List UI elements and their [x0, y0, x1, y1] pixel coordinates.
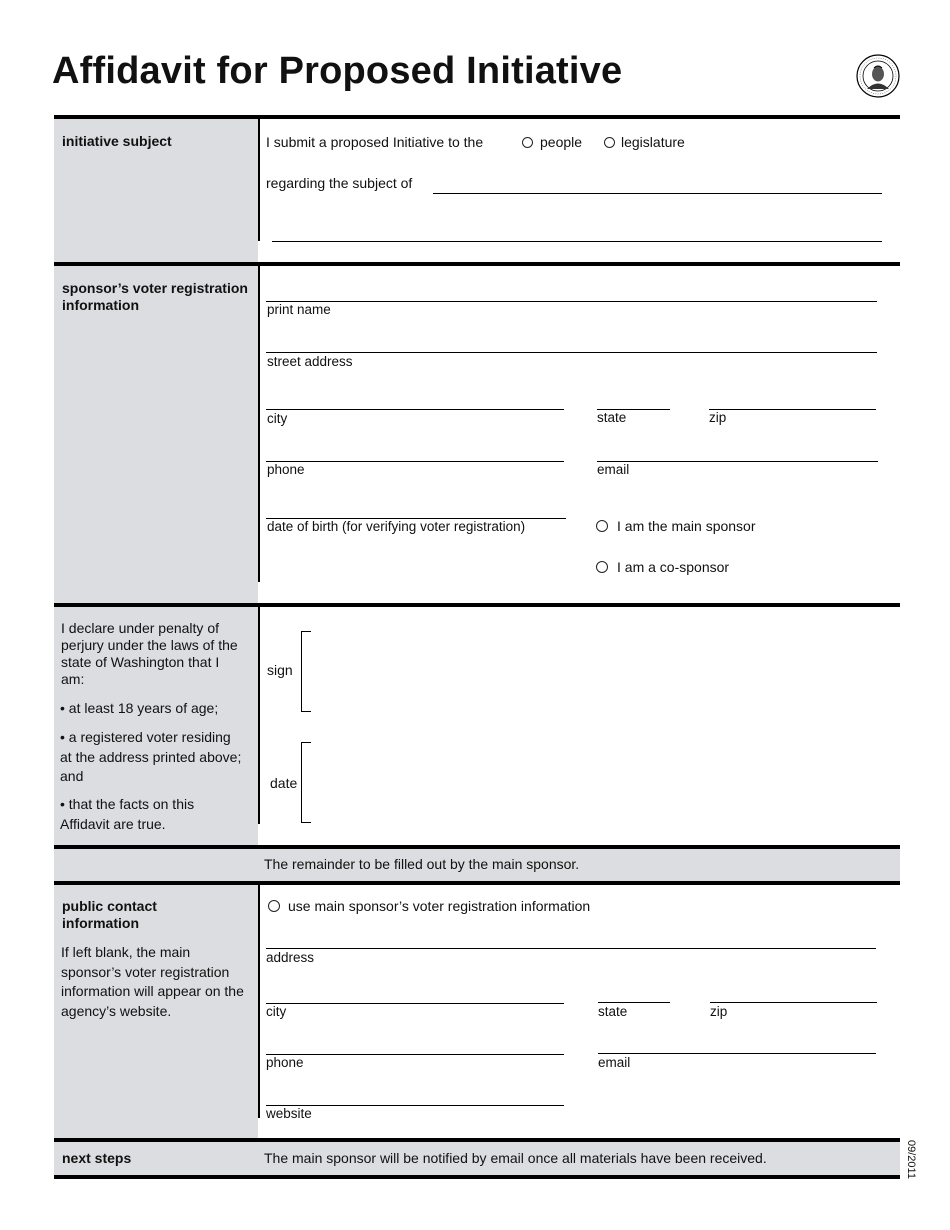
street-address-field[interactable]	[266, 352, 877, 353]
state-seal-icon	[856, 54, 900, 98]
contact-city-caption: city	[266, 1004, 287, 1019]
people-option-label: people	[540, 134, 583, 150]
co-sponsor-label: I am a co-sponsor	[617, 559, 730, 575]
phone-field[interactable]	[266, 461, 564, 462]
contact-address-field[interactable]	[266, 948, 876, 949]
sponsor-sidebar	[54, 266, 258, 603]
declaration-bullet-3: • that the facts on this Affidavit are true.	[60, 796, 195, 832]
contact-phone-field[interactable]	[266, 1054, 564, 1055]
form-version: 09/2011	[905, 1140, 917, 1179]
next-steps-text: The main sponsor will be notified by email once all materials have been received.	[264, 1150, 767, 1166]
people-radio[interactable]	[522, 137, 533, 148]
initiative-subject-label: initiative subject	[62, 133, 172, 149]
date-box[interactable]	[301, 742, 311, 823]
sponsor-label: sponsor’s voter registration information	[62, 280, 248, 313]
subject-field-line-1[interactable]	[433, 193, 882, 194]
zip-caption: zip	[709, 410, 727, 425]
contact-state-caption: state	[598, 1004, 628, 1019]
contact-city-field[interactable]	[266, 1003, 564, 1004]
state-caption: state	[597, 410, 627, 425]
signature-box[interactable]	[301, 631, 311, 712]
main-sponsor-radio[interactable]	[596, 520, 608, 532]
next-steps-label: next steps	[62, 1150, 132, 1166]
sign-caption: sign	[267, 662, 293, 678]
declaration-bullet-2: • a registered voter residing at the address printed above; and	[60, 729, 242, 784]
use-main-sponsor-radio[interactable]	[268, 900, 280, 912]
main-sponsor-label: I am the main sponsor	[617, 518, 756, 534]
submit-text: I submit a proposed Initiative to the	[266, 134, 484, 150]
phone-caption: phone	[267, 462, 305, 477]
contact-zip-field[interactable]	[710, 1002, 877, 1003]
zip-field[interactable]	[709, 409, 876, 410]
regarding-text: regarding the subject of	[266, 175, 413, 191]
print-name-field[interactable]	[266, 301, 877, 302]
email-field[interactable]	[597, 461, 878, 462]
use-main-sponsor-label: use main sponsor’s voter registration information	[288, 898, 591, 914]
legislature-radio[interactable]	[604, 137, 615, 148]
co-sponsor-radio[interactable]	[596, 561, 608, 573]
legislature-option-label: legislature	[621, 134, 685, 150]
declaration-bullet-1: • at least 18 years of age;	[60, 700, 219, 716]
contact-phone-caption: phone	[266, 1055, 304, 1070]
contact-website-caption: website	[266, 1106, 312, 1121]
contact-email-caption: email	[598, 1055, 631, 1070]
remainder-note: The remainder to be filled out by the main sponsor.	[264, 856, 580, 872]
city-field[interactable]	[266, 409, 564, 410]
contact-email-field[interactable]	[598, 1053, 876, 1054]
subject-field-line-2[interactable]	[272, 241, 882, 242]
section-divider	[54, 1175, 900, 1179]
page-title: Affidavit for Proposed Initiative	[52, 50, 623, 92]
dob-caption: date of birth (for verifying voter registration)	[267, 519, 526, 534]
city-caption: city	[267, 411, 288, 426]
contact-state-field[interactable]	[598, 1002, 670, 1003]
print-name-caption: print name	[267, 302, 331, 317]
public-contact-label: public contact information	[62, 898, 157, 931]
street-address-caption: street address	[267, 354, 353, 369]
email-caption: email	[597, 462, 630, 477]
contact-address-caption: address	[266, 950, 315, 965]
declaration-intro: I declare under penalty of perjury under the laws of the state of Washington that I am:	[61, 620, 238, 687]
public-contact-note: If left blank, the main sponsor’s voter registration information will appear on the agency’s website.	[61, 944, 244, 1019]
date-caption: date	[270, 775, 298, 791]
contact-zip-caption: zip	[710, 1004, 728, 1019]
